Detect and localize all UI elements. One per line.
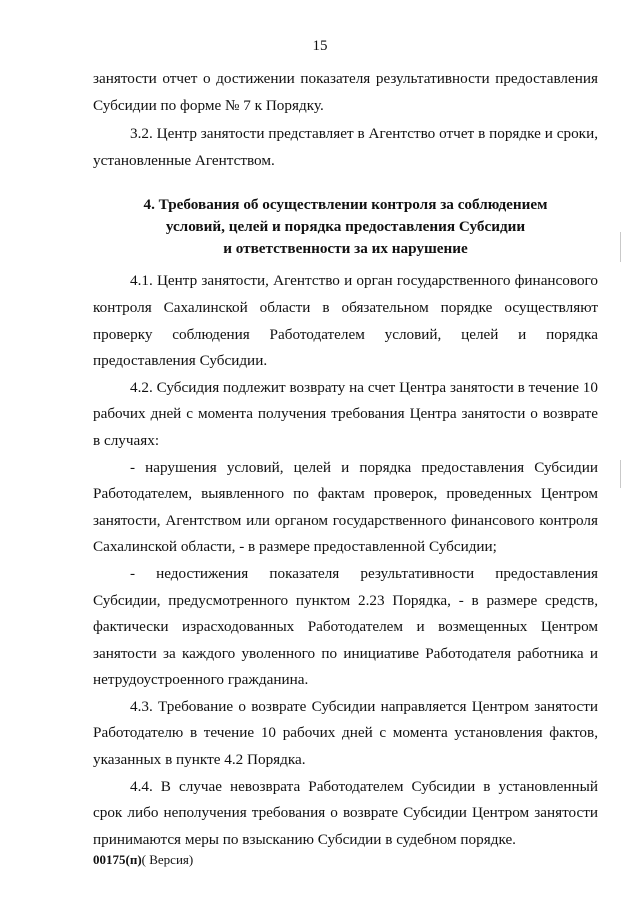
paragraph-3-2: 3.2. Центр занятости представляет в Агентство отчет в порядке и сроки, установленные Агентством. bbox=[93, 125, 598, 169]
paragraph-continuation: занятости отчет о достижении показателя результативности предоставления Субсидии по форме № 7 к Порядку. bbox=[93, 70, 598, 114]
page-number: 15 bbox=[312, 38, 328, 54]
document-code: 00175(п) bbox=[93, 852, 142, 867]
paragraph-4-3: 4.3. Требование о возврате Субсидии направляется Центром занятости Работодателю в течение 10 рабочих дней с момента установления фактов, указанных в пункте 4.2 Порядка. bbox=[93, 697, 598, 769]
heading-line: условий, целей и порядка предоставления Субсидии bbox=[165, 218, 526, 236]
scan-artifact-line bbox=[620, 460, 621, 488]
paragraph-4-4: 4.4. В случае невозврата Работодателем Субсидии в установленный срок либо неполучения требования о возврате Субсидии Центром занятости принимаются меры по взысканию Субсидии в судебном порядке. bbox=[93, 777, 598, 848]
list-item-violation: - нарушения условий, целей и порядка предоставления Субсидии Работодателем, выявленного по фактам проверок, проведенных Центром занятости, Агентством или органом государственного финансового контроля Сахалинской области, - в размере предоставленной Субсидии; bbox=[93, 458, 598, 556]
document-version: ( Версия) bbox=[141, 852, 194, 867]
paragraph-4-1: 4.1. Центр занятости, Агентство и орган государственного финансового контроля Сахалинской области в обязательном порядке осуществляют проверку соблюдения Работодателем условий, целей и порядка предоставления Субсидии. bbox=[93, 272, 598, 370]
document-footer bbox=[93, 852, 193, 868]
heading-line: 4. Требования об осуществлении контроля за соблюдением bbox=[143, 196, 548, 214]
document-body bbox=[93, 66, 598, 853]
paragraph-4-2: 4.2. Субсидия подлежит возврату на счет Центра занятости в течение 10 рабочих дней с момента получения требования Центра занятости о возврате в случаях: bbox=[93, 378, 598, 449]
heading-line: и ответственности за их нарушение bbox=[223, 240, 468, 258]
list-item-nonachievement: - недостижения показателя результативности предоставления Субсидии, предусмотренного пунктом 2.23 Порядка, - в размере средств, фактически израсходованных Работодателем и возмещенных Центром занятости за каждого уволенного по инициативе Работодателя работника и нетрудоустроенного гражданина. bbox=[93, 564, 598, 689]
section-heading bbox=[93, 194, 598, 260]
scan-artifact-line bbox=[620, 232, 621, 262]
